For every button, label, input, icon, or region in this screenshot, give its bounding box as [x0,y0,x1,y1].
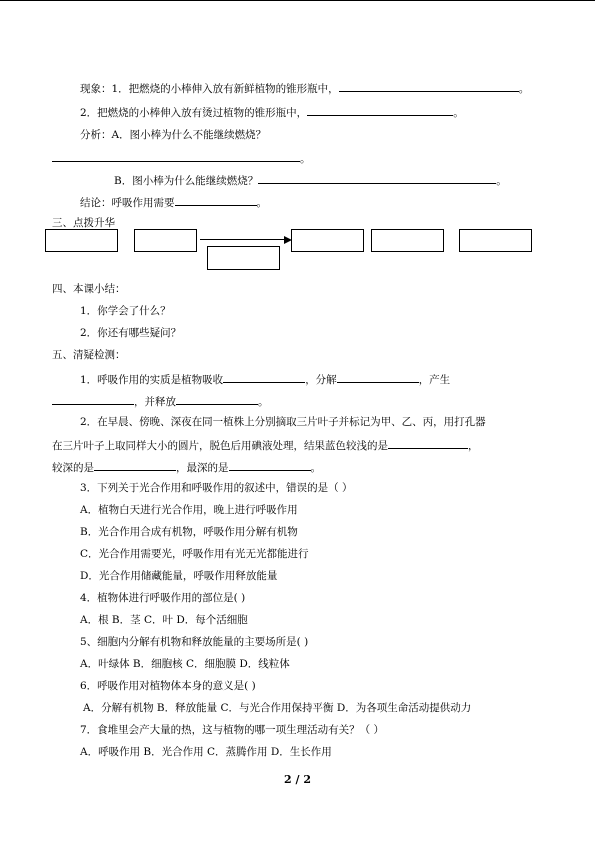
answer-blank[interactable] [229,459,311,471]
page-number: 2 / 2 [284,773,311,786]
question-3-option-d[interactable]: D．光合作用储藏能量，呼吸作用释放能量 [80,570,278,582]
text: 2．把燃烧的小棒伸入放有烫过植物的锥形瓶中， [80,107,308,119]
text: ，分解 [305,374,337,386]
question-6: 6．呼吸作用对植物体本身的意义是( ) [80,680,256,692]
question-7-options[interactable]: A．呼吸作用 B．光合作用 C．蒸腾作用 D．生长作用 [80,746,332,758]
section-4-heading: 四、本课小结： [52,283,126,295]
text: 。 [258,396,269,408]
text: 较深的是 [52,462,94,474]
concept-box-1[interactable] [45,229,118,252]
question-3-option-c[interactable]: C．光合作用需要光，呼吸作用有光无光都能进行 [80,548,309,560]
text: 现象：1．把燃烧的小棒伸入放有新鲜植物的锥形瓶中， [80,83,339,95]
summary-q2: 2．你还有哪些疑问？ [80,327,182,339]
answer-blank[interactable] [52,150,300,162]
summary-q1: 1．你学会了什么？ [80,305,171,317]
text: ， [468,440,479,452]
question-1-line-1 [80,371,450,387]
answer-blank[interactable] [307,104,453,116]
question-5-options[interactable]: A．叶绿体 B．细胞核 C．细胞膜 D．线粒体 [80,658,290,670]
text: 在三片叶子上取同样大小的圆片，脱色后用碘液处理，结果蓝色较浅的是 [52,440,388,452]
text: 。 [310,462,321,474]
answer-blank[interactable] [175,194,257,206]
concept-box-2[interactable] [134,229,197,252]
text: 。 [518,83,530,95]
text: 。 [496,175,507,187]
text: ，并释放 [134,396,176,408]
page-top-border [0,0,595,1]
answer-blank[interactable] [223,371,305,383]
question-6-options[interactable]: A．分解有机物 B．释放能量 C．与光合作用保持平衡 D．为各项生命活动提供动力 [83,702,472,714]
text: 结论：呼吸作用需要 [80,197,175,209]
text: 。 [453,107,464,119]
concept-box-5[interactable] [459,229,532,252]
section-3-heading: 三、点拨升华 [52,217,115,229]
question-1-line-2 [52,393,269,409]
question-3: 3．下列关于光合作用和呼吸作用的叙述中，错误的是（ ） [80,482,353,494]
answer-blank[interactable] [337,371,419,383]
text: ，产生 [418,374,451,386]
question-3-option-b[interactable]: B．光合作用合成有机物，呼吸作用分解有机物 [80,526,298,538]
text: 1．呼吸作用的实质是植物吸收 [80,374,224,386]
concept-box-3[interactable] [291,229,364,252]
text: ，最深的是 [176,462,229,474]
arrow-line [200,239,286,240]
question-7: 7．食堆里会产大量的热，这与植物的哪一项生理活动有关？（ ） [80,724,385,736]
phenomenon-line-2 [80,104,464,120]
analysis-b [114,172,507,188]
answer-blank[interactable] [52,393,134,405]
answer-blank[interactable] [339,80,519,92]
section-5-heading: 五、清疑检测： [52,349,126,361]
question-4-options[interactable]: A．根 B．茎 C．叶 D．每个活细胞 [80,614,248,626]
text: 。 [300,153,311,165]
text: 。 [256,197,267,209]
answer-blank[interactable] [94,459,176,471]
concept-box-6[interactable] [207,246,280,270]
answer-blank[interactable] [258,172,496,184]
conclusion [80,194,267,210]
analysis-a-answer [52,150,311,166]
phenomenon-line-1 [80,80,529,96]
question-2-line-2 [52,437,479,453]
concept-box-4[interactable] [371,229,444,252]
answer-blank[interactable] [388,437,468,449]
question-5: 5、细胞内分解有机物和释放能量的主要场所是( ) [80,636,309,648]
analysis-a: 分析：A．图小棒为什么不能继续燃烧？ [80,129,267,141]
question-2-line-3 [52,459,321,475]
text: B．图小棒为什么能继续燃烧？ [114,175,259,187]
question-4: 4．植物体进行呼吸作用的部位是( ) [80,592,246,604]
question-2-line-1: 2．在早晨、傍晚、深夜在同一植株上分别摘取三片叶子并标记为甲、乙、丙，用打孔器 [80,416,486,428]
question-3-option-a[interactable]: A．植物白天进行光合作用，晚上进行呼吸作用 [80,504,298,516]
answer-blank[interactable] [176,393,258,405]
